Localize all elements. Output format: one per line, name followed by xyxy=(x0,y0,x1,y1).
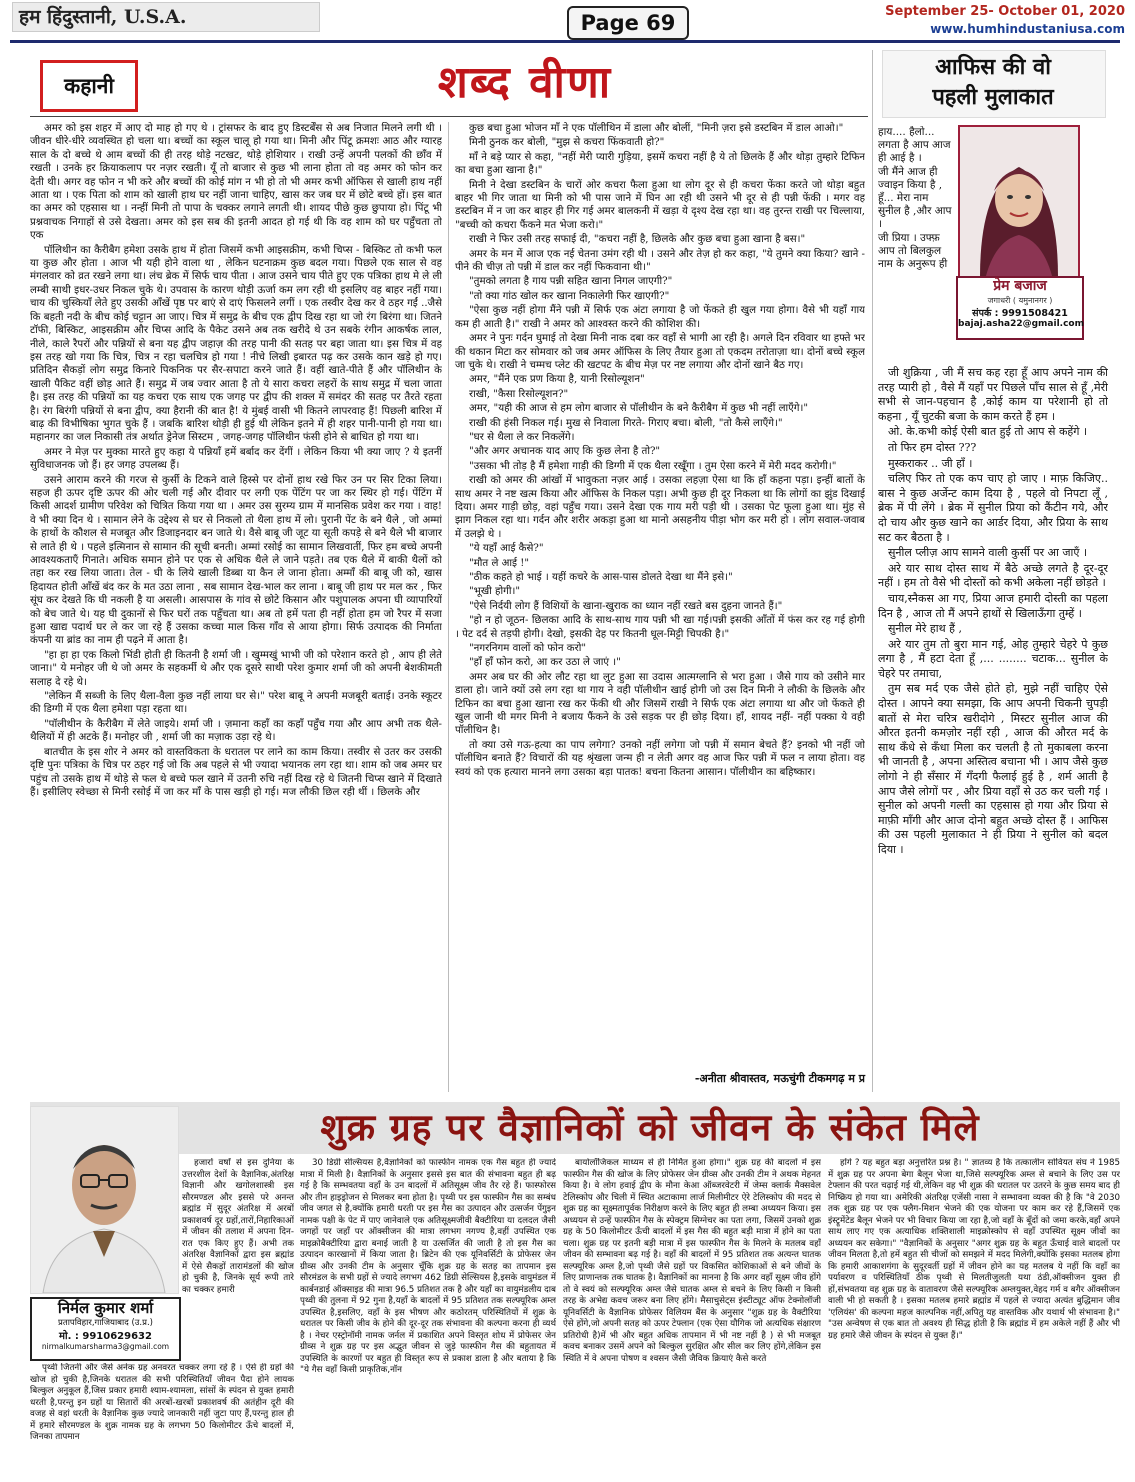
side-title-line: पहली मुलाकात xyxy=(932,84,1054,110)
masthead xyxy=(0,0,1135,40)
story-paragraph: "हा हा हा एक किलो भिंडी होती ही कितनी है शर्मा जी । खुम्मखुं भाभी जी को परेशान करते हो , आप ही लेते जाना।" ये मनोहर जी थे जो अमर के सहकर्मी थे और एक दूसरे साथी परेश कुमार शर्मा जी को अपनी बेशकीमती सलाह दे रहे थे। xyxy=(30,649,442,688)
story-paragraph: "उसका भी तोड़ है मैं हमेशा गाड़ी की डिग्गी में एक थैला रखूँगा । तुम ऐसा करने में मेरी मदद करोगी।" xyxy=(469,460,837,472)
side-paragraph: ओ. के.कभी कोई ऐसी बात हुई तो आप से कहेंगे । xyxy=(888,425,1088,439)
side-paragraph: सुनील प्लीज़ आप सामने वाली कुर्सी पर आ जाएँ । xyxy=(888,546,1088,560)
story-paragraph: माँ ने बड़े प्यार से कहा, "नहीं मेरी प्यारी गुड़िया, इसमें कचरा नहीं है ये तो छिलके हैं और थोड़ा तुम्हारे टिफिन का बचा हुआ खाना है।" xyxy=(455,151,865,177)
story-paragraph: "ऐसा कुछ नहीं होगा मैंने पन्नी में सिर्फ एक अंटा लगाया है जो फेंकते ही खुल गया होगा। वैसे भी यहाँ गाय कम ही आती है।" राखी ने अमर को आश्वस्त करने की कोशिश की। xyxy=(455,305,865,330)
story-paragraph: "हो न हो जूठन- छिलका आदि के साथ-साथ गाय पन्नी भी खा गई।पन्नी इसकी आँतों में फंस कर रह गई होगी । पेट दर्द से तड़पी होगी। देखो, इसकी देह पर कितनी धूल-मिट्टी चिपकी है।" xyxy=(455,615,865,640)
story-paragraph: अमर को इस शहर में आए दो माह हो गए थे । ट्रांसफर के बाद हुए डिस्टर्बेंस से अब निजात मिलने लगी थी । जीवन धीरे-धीरे व्यवस्थित हो चला था। बच्चों का स्कूल चालू हो गया था। मिनी और पिंटू क्रमशः आठ और ग्यारह साल के दो बच्चे थे आम बच्चों की ही तरह थोड़े नटखट, थोड़े होशियार । राखी उन्हें अपनी पलकों की छाँव में रखती । उनके हर क्रियाकलाप पर नज़र रखती। यूँ तो बाजार से कुछ भी लाना होता तो वह अमर को फोन कर देती थी। अगर वह फोन न भी करे और बच्चों की कोई मांग न भी हो तो भी अमर कभी ऑफिस से खाली हाथ नहीं आता था । एक पिता को शाम को खाली हाथ घर नहीं जाना चाहिए, खास कर जब घर में छोटे बच्चे हों। इस बात का अमर को एहसास था । नन्हीं मिनी तो पापा के चक्कर लगाने लगती थी। शायद पीछे कुछ छुपाया हो। पिंटू भी प्रश्नवाचक निगाहों से उसे देखता। अमर को इस सब की इतनी आदत हो गई थी कि वह शाम को घर पहुँचता तो एक xyxy=(30,123,442,242)
side-paragraph: तो फिर हम दोस्त ??? xyxy=(888,440,977,454)
story-paragraph: "हाँ हाँ फोन करो, आ कर उठा ले जाएं ।" xyxy=(469,657,621,669)
story-paragraph: "तुमको लगता है गाय पन्नी सहित खाना निगल जाएगी?" xyxy=(469,276,673,288)
story-paragraph: राखी ने फिर उसी तरह सफाई दी, "कचरा नहीं है, छिलके और कुछ बचा हुआ खाना है बस।" xyxy=(469,234,806,246)
story-paragraph: "घर से थैला ले कर निकलेंगे। xyxy=(469,431,575,443)
side-paragraph: अरे यार साथ दोस्त साथ में बैठे अच्छे लगते है दूर-दूर नहीं । हम तो वैसे भी दोस्तों को कभी अकेला नहीं छोड़ते । xyxy=(878,561,1108,590)
science-paragraph: हजारों वर्षों से इस दुनिया के उत्तरशील देशों के वैज्ञानिक,अंतरिक्ष विज्ञानी और खगोलशास्त्री इस सौरमण्डल और इससे परे अनन्त ब्रह्मांड में सुदूर अंतरिक्ष में अरबों प्रकाशवर्ष दूर ग्रहों,तारों,निहारिकाओं में जीवन की तलाश में अपना दिन-रात एक किए हुए हैं। अभी तक अंतरिक्ष वैज्ञानिकों द्वारा इस ब्रह्मांड में ऐसे सैकड़ों तारामंडलों की खोज हो चुकी है, जिनके सूर्य रूपी तारे का चक्कर हमारी xyxy=(182,1158,294,1295)
science-author-photo xyxy=(30,1106,179,1294)
story-paragraph: "ऐसे निर्दयी लोग हैं विशियों के खाना-खुराक का ध्यान नहीं रखते बस दुहना जानते हैं।" xyxy=(469,600,783,612)
side-intro-text xyxy=(878,126,954,366)
website-link[interactable]: www.humhindustaniusa.com xyxy=(930,22,1125,36)
issue-date: September 25- October 01, 2020 xyxy=(885,4,1125,19)
side-paragraph: हूँ... मेरा नाम सुनील है ,और आप । xyxy=(878,192,952,231)
story-paragraph: "नगरनिगम वालों को फोन करो" xyxy=(469,643,587,655)
science-author-card xyxy=(30,1297,181,1361)
story-paragraph: "ठीक कहते हो भाई । यहीं कचरे के आस-पास डोलते देखा था मैंने इसे।" xyxy=(469,572,733,583)
science-column-3 xyxy=(563,1158,821,1478)
author-email[interactable]: bajaj.asha22@gmail.com xyxy=(958,319,1084,329)
story-paragraph: "पॉलीथीन के कैरीबैग में लेते जाइये। शर्मा जी । ज़माना कहाँ का कहाँ पहुँच गया और आप अभी तक थैले-थैलियों में ही अटके हैं। मनोहर जी , शर्मा जी का मज़ाक उड़ा रहे थे। xyxy=(30,718,442,744)
story-paragraph: राखी को अमर की आंखों में भावुकता नज़र आई । उसका लहज़ा ऐसा था कि हाँ कहना पड़ा। इन्हीं बातों के साथ अमर ने नष्ट खत्म किया और ऑफिस के निकल पड़ा। अभी कुछ ही दूर निकला था कि लोगों का झुंड दिखाई दिया। अमर गाड़ी छोड़, वहां पहुँच गया। उसने देखा एक गाय मरी पड़ी थी । उसका पेट फूला हुआ था। मुंह से झाग निकल रहा था। गर्दन और शरीर अकड़ा हुआ था मानो असहनीय पीड़ा भोग कर मरी हो । लोग सवाल-जवाब में उलझे थे । xyxy=(455,475,865,540)
story-paragraph: राखी की हंसी निकल गई। मुख से निवाला गिरते- गिराए बचा। बोली, "तो कैसे लाएँगे।" xyxy=(469,417,783,429)
science-column-1-intro xyxy=(182,1158,294,1363)
side-title-line: आफिस की वो xyxy=(935,54,1051,80)
side-paragraph: जी मैंने आज ही ज्वाइन किया है , xyxy=(878,165,943,191)
story-paragraph: बातचीत के इस शोर ने अमर को वास्तविकता के धरातल पर लाने का काम किया। तस्वीर से उतर कर उसकी दृष्टि पुनः पत्रिका के चित्र पर ठहर गई जो कि अब पहले से भी ज्यादा भयानक लग रहा था। शाम को जब अमर घर पहुंच तो उसके हाथ में थोड़े से फल थे बच्चे फल खाने में उतनी रुचि नहीं दिख रहे थे जितनी चिप्स खाने में दिखाते हैं। इसीलिए स्वेच्छा से मिनी रसोई में जा कर माँ के पास खड़ी हो गई। मज लौकी छिल रही थीं । छिलके और xyxy=(30,746,442,798)
publication-name: हम हिंदुस्तानी, U.S.A. xyxy=(12,2,320,32)
story-paragraph: पॉलिथीन का कैरीबैग हमेशा उसके हाथ में होता जिसमें कभी आइसक्रीम, कभी चिप्स - बिस्किट तो कभी फल या कुछ और होता । आज भी यही होने वाला था , लेकिन घटनाक्रम कुछ बदल गया। पिछले एक साल से वह मंगलवार को व्रत रखने लगा था। लंच ब्रेक में सिर्फ चाय पीता । आज उसने चाय पीते हुए एक पत्रिका हाथ मे ले ली लम्बी साथी इधर-उधर निकल चुके थे। उपवास के कारण थोड़ी ऊर्जा कम लग रही थी इसलिए वह बाहर नहीं गया। चाय की चुस्कियाँ लेते हुए उसकी आँखें पृष्ठ पर बाएं से दाएं फिसलने लगीं । एक तस्वीर देख कर वे ठहर गईं ..जैसे कि बहती नदी के बीच कोई चट्टान आ जाए। चित्र में समुद्र के बीच एक द्वीप दिख रहा था जो रंग बिरंगा था। जितने टॉफी, बिस्किट, आइसक्रीम और चिप्स आदि के पैकेट उसने अब तक खरीदे थे उन सबके रंगीन आकर्षक लाल, नीले, काले रैपरों और पन्नियों से बना यह द्वीप जहाज़ की तरह पानी की सतह पर बहा जाता था। इस चित्र में वह इस तरह खो गया कि चित्र, चित्र न रहा चलचित्र हो गया ! नीचे लिखी इबारत पढ़ कर उसके कान खड़े हो गए। प्रतिदिन सैकड़ों लोग समुद्र किनारे पिकनिक पर सैर-सपाटा करने जाते हैं। वहीं खाते-पीते हैं और पॉलिथीन के खाली पैकिट वहीं छोड़ आते हैं। समुद्र में जब ज्वार आता है तो ये सारा कचरा लहरों के साथ समुद्र में चला जाता है। इस तरह की पन्नियों का यह कचरा एक साथ एक जगह पर द्वीप की शक्ल में समंदर की सतह पर तैरते रहता है। रंग बिरंगी पन्नियों से बना द्वीप, क्या हैरानी की बात है! ये मुंबई वासी भी कितने लापरवाह हैं! पिछली बारिश में बाढ़ की विभीषिका भुगत चुके हैं । जबकि बारिश थोड़ी ही हुई थी लेकिन इतने में ही शहर पानी-पानी हो गया था। महानगर का जल निकासी तंत्र अर्थात ड्रेनेज सिस्टम , जगह-जगह पॉलिथीन फंसी होने से बाधित हो गया था। xyxy=(30,244,442,444)
story-paragraph: मिनी ने देखा डस्टबिन के चारों ओर कचरा फैला हुआ था लोग दूर से ही कचरा फेंका करते जो थोड़ा बहुत बाहर भी गिर जाता था मिनी को भी पास जाने में घिन आ रही थी उसने भी दूर से ही पन्नी फेंकी । मगर वह डस्टबिन में न जा कर बाहर ही गिर गई अमर बालकनी में खड़ा ये दृश्य देख रहा था। वह तुरन्त राखी पर चिल्लाया, "बच्ची को कचरा फैंकने मत भेजा करो।" xyxy=(455,179,865,231)
story-column-1 xyxy=(30,122,442,1082)
side-paragraph: मुस्कराकर .. जी हाँ । xyxy=(888,456,973,470)
author-card xyxy=(956,276,1084,340)
story-paragraph: मिनी ठुनक कर बोली, "मुझ से कचरा फिंकवाती हो?" xyxy=(469,137,665,149)
side-story-body xyxy=(878,366,1108,1091)
story-paragraph: "लेकिन मैं सब्जी के लिए थैला-वैला कुछ नहीं लाया घर से।" परेश बाबू ने अपनी मजबूरी बताई। उनके स्कूटर की डिग्गी में एक थैला हमेशा पड़ा रहता था। xyxy=(30,691,442,716)
science-headline: शुक्र ग्रह पर वैज्ञानिकों को जीवन के संकेत मिले xyxy=(320,1106,980,1149)
author-place: प्रतापविहार,गाजियाबाद (उ.प्र.) xyxy=(58,1318,153,1328)
story-byline: -अनीता श्रीवास्तव, मऊचुंगी टीकमगढ़ म प्र xyxy=(694,1072,865,1085)
story-paragraph: "तो क्या गांठ खोल कर खाना निकालेगी फिर खाएगी?" xyxy=(469,290,670,302)
side-paragraph: सुनील मेरे हाथ हैं , xyxy=(888,622,962,636)
author-mobile: मो. : 9910629632 xyxy=(59,1331,152,1342)
story-paragraph: राखी, "कैसा रिसोल्यूशन?" xyxy=(469,388,569,400)
story-paragraph: अमर, "यही की आज से हम लोग बाजार से पॉलीथीन के बने कैरीबैग में कुछ भी नहीं लाएँगे।" xyxy=(469,403,809,415)
side-paragraph: जी प्रिया । उफ्फ़ आप तो बिलकुल नाम के अनुरूप ही xyxy=(878,231,948,271)
side-paragraph: तुम सब मर्द एक जैसे होते हो, मुझे नहीं चाहिए ऐसे दोस्त । आपने क्या समझा, कि आप अपनी चिकनी चुपड़ी बातों से मेरा चरित्र खरीदोगे , मिस्टर सुनील आज की औरत इतनी कमज़ोर नहीं रही , आज की औरत मर्द के साथ कँधे से कँधा मिला कर चलती है तो मुकाबला करना भी जानती है , अपना अस्तित्व बचाना भी । आप जैसे कुछ लोगो ने ही सँसार में गँदगी फैलाई हुई है , शर्म आती है आप जैसे लोगों पर , और प्रिया वहाँ से उठ कर चली गई । सुनील को अपनी गल्ती का एहसास हो गया और प्रिया से माफ़ी माँगी और आज दोनो बहुत अच्छे दोस्त हैं । आफिस की उस पहली मुलाकात ने ही प्रिया ने सुनील को बदल दिया । xyxy=(878,682,1108,856)
section-label: कहानी xyxy=(40,60,138,112)
author-phone: संपर्क : 9991508421 xyxy=(972,308,1068,319)
author-name: निर्मल कुमार शर्मा xyxy=(57,1299,154,1317)
side-paragraph: हाय.... हैलो... लगता है आप आज ही आई है । xyxy=(878,126,951,165)
author-portrait-icon xyxy=(31,1107,178,1293)
story-paragraph: कुछ बचा हुआ भोजन माँ ने एक पॉलीथिन में डाला और बोलीं, "मिनी ज़रा इसे डस्टबिन में डाल आओ।" xyxy=(469,123,844,134)
story-paragraph: "भूखी होगी।" xyxy=(469,586,521,598)
story-paragraph: तो क्या उसे गऊ-हत्या का पाप लगेगा? उनको नहीं लगेगा जो पन्नी में समान बेचते हैं? इनको भी नहीं जो पॉलीथिन बनाते हैं? विचारों की यह श्रृंखला जन्म ही न लेती अगर वह आज फिर पन्नी में फल न लाया होता। वह स्वयं को एक हत्यारा मानने लगा उसका बड़ा पातक! बचना कितना आसान। पॉलीथीन का बहिष्कार। xyxy=(455,739,865,778)
author-portrait-icon xyxy=(960,127,1078,295)
side-paragraph: चलिए फिर तो एक कप चाए हो जाए । माफ़ किजिए.. बास ने कुछ अर्जेन्ट काम दिया है , पहले वो निपटा लूँ , ब्रेक में पी लेंगे । ब्रेक में सुनील प्रिया को कैंटीन गये, और दो चाय और कुछ खाने का आर्डर दिया, और प्रिया के साथ सट कर बैठता है । xyxy=(878,472,1108,544)
author-place: जगाधरी ( यमुनानगर ) xyxy=(987,296,1053,305)
story-paragraph: "ये यहाँ आई कैसे?" xyxy=(469,543,544,555)
author-name: प्रेम बजाज xyxy=(993,278,1047,294)
column-rule xyxy=(448,122,449,1092)
science-paragraph: 30 डिग्री सेल्सियस है,वैज्ञानिकों को फास्फीन नामक एक गैस बहुत ही ज्यादे मात्रा में मिली है। वैज्ञानिकों के अनुसार इससे इस बात की संभावना बहुत ही बढ़ गई है कि सम्भवतया वहाँ के उन बादलों में अतिसूक्ष्म जीव तैर रहे हैं। फास्फोरस और तीन हाइड्रोजन से मिलकर बना होता है। पृथ्वी पर इस फास्फीन गैस का सम्बंध जीव जगत से है,क्योंकि हमारी धरती पर इस गैस का उत्पादन और उत्सर्जन पेंगुइन नामक पक्षी के पेट में पाए जानेवाले एक अतिसूक्ष्मजीवी बैक्टीरिया या दलदल जैसी जगहों पर जहाँ पर ऑक्सीजन की मात्रा लगभग नगण्य है,वहीं उपस्थित एक माइक्रोबैक्टीरिया द्वारा बनाई जाती है या उत्सर्जित की जाती है तो इस गैस का उत्पादन कारखानों में किया जाता है। ब्रिटेन की एक यूनिवर्सिटी के प्रोफेसर जेन ग्रीव्स और उनकी टीम के अनुसार चूँकि शुक्र ग्रह के सतह का तापमान इस सौरमंडल के सभी ग्रहों से ज्यादे लगभग 462 डिग्री सेल्सियस है,इसके वायुमंडल में कार्बनडाई ऑक्साइड की मात्रा 96.5 प्रतिशत तक है और यहाँ का वायुमंडलीय दाब पृथ्वी की तुलना में 92 गुना है,यहाँ के बादलों में 95 प्रतिशत तक सल्फ्यूरिक अम्ल उपस्थित है,इसलिए, वहाँ के इस भीषण और कठोरतम् परिस्थितियों में शुक्र के धरातल पर किसी जीव के होने की दूर-दूर तक संभावना की कल्पना करना ही व्यर्थ है । नेचर एस्ट्रोनॉमी नामक जर्नल में प्रकाशित अपने विस्तृत शोध में प्रोफेसर जेन ग्रीव्स ने शुक्र ग्रह पर इस अद्भुत जीवन से जुड़े फास्फीन गैस की बहुतायत में उपस्थिति के कारणों पर बहुत ही विस्तृत रूप से प्रकाश डाला है और बताया है कि "ये गैस वहाँ किसी प्राकृतिक,नॉन xyxy=(300,1158,556,1375)
title-divider xyxy=(30,116,868,117)
science-column-2 xyxy=(300,1158,556,1478)
story-paragraph: अमर, "मैंने एक प्रण किया है, यानी रिसोल्यूशन" xyxy=(469,374,645,386)
story-paragraph: अमर ने मेज़ पर मुक्का मारते हुए कहा ये पन्नियाँ हमें बर्बाद कर देंगीं । लेकिन किया भी क्या जाए ? ये इतनीं सुविधाजनक जो हैं। हर जगह उपलब्ध हैं। xyxy=(30,446,442,472)
science-paragraph: होंगे ? यह बहुत बड़ा अनुत्तरित प्रश्न है। " ज्ञातव्य है कि तत्कालीन सोवियत संघ ने 1985 में शुक्र ग्रह पर अपना बेगा बैलून भेजा था,जिसे सल्फ्यूरिक अम्ल से बचाने के लिए उस पर टेफ्लान की परत चढ़ाई गई थी,लेकिन वह भी शुक्र की धरातल पर उतरने के कुछ समय बाद ही निष्क्रिय हो गया था। अमेरिकी अंतरिक्ष एजेंसी नासा ने सम्भावना व्यक्त की है कि "वे 2030 तक शुक्र ग्रह पर एक फ्लैग-मिशन भेजने की एक योजना पर काम कर रहे हैं,जिसमें एक इंस्ट्रूमेंटेड बैलून भेजने पर भी विचार किया जा रहा है,जो वहाँ के बूँदों को जमा करके,वहाँ अपने साथ लाए गए एक अत्याधिक शक्तिशाली माइक्रोस्कोप से वहाँ उपस्थित सूक्ष्म जीवों का अध्ययन कर सकेगा।" "वैज्ञानिकों के अनुसार "अगर शुक्र ग्रह के बहुत ऊँचाई वाले बादलों पर जीवन मिलता है,तो हमें बहुत सी चीजों को समझने में मदद मिलेगी,क्योंकि इसका मतलब होगा कि हमारी आकाशगंगा के सुदूरवर्ती ग्रहों में जीवन होने का यह मतलब ये नहीं कि वहाँ का पर्यावरण व परिस्थितियाँ ठीक पृथ्वी से मिलतीजुलती यथा ठंडी,ऑक्सीजन युक्त ही हों,संभवतया वह शुक्र ग्रह के वातावरण जैसे सल्फ्यूरिक अम्लयुक्त,वेहद गर्म व बगैर ऑक्सीजन वाली भी हो सकती है । इसका मतलब हमारे ब्रह्मांड में पहले से ज्यादा अत्यंत बुद्धिमान जीव 'एलियंस' की कल्पना महज काल्पनिक नहीं,अपितु यह वास्तविक और यथार्थ भी संभावना है।" "उस अन्वेषण से एक बात तो अवश्य ही सिद्ध होती है कि ब्रह्मांड में हम अकेले नहीं हैं और भी ग्रह हमारे जैसे जीवन के स्पंदन से युक्त हैं।" xyxy=(828,1158,1120,1341)
side-paragraph: जी शुक्रिया , जी मैं सच कह रहा हूँ आप अपने नाम की तरह प्यारी हो , वैसे मैं यहाँ पर पिछले पाँच साल से हूँ ,मेरी सभी से जान-पहचान है ,कोई काम या परेशानी हो तो कहना , यूँ चुटकी बजा के काम करते हैं हम । xyxy=(878,366,1108,423)
side-story-title xyxy=(882,52,1104,112)
science-column-1 xyxy=(30,1363,294,1478)
story-paragraph: अमर के मन में आज एक नई चेतना उमंग रही थी । उसने और तेज़ हो कर कहा, "ये तुमने क्या किया? खाने - पीने की चीज़ तो पन्नी में डाल कर नहीं फिकवाना थी।" xyxy=(455,248,865,274)
story-paragraph: उसने आराम करने की गरज से कुर्सी के टिकने वाले हिस्से पर दोनों हाथ रखे फिर उन पर सिर टिका लिया। सहज ही ऊपर दृष्टि ऊपर की ओर चली गई और दीवार पर लगी एक पेंटिंग पर जा कर स्थिर हो गई। पेंटिंग में किसी आदर्श ग्रामीण परिवेश को चित्रित किया गया था । अमर उस सुरम्य ग्राम में मानसिक प्रवेश कर गया । वाह! वे भी क्या दिन थे । सामान लेने के उद्देश्य से घर से निकलो तो थैला हाथ में लो। पुरानी पेंट के बने थैले , जो अम्मां के हाथों के कौशल से मजबूत और डिजाइनदार बन जाते थे। वैसे बाबू जी जूट या सूती कपड़े से बने थैले भी बाजार से लाते ही थे । पहले इत्मिनान से सामान की सूची बनती। अम्मां रसोई का सामान लिखवातीं, फिर हम बच्चे अपनी आवश्यकताएँ गिनाते। अधिक समान होने पर एक से अधिक थैले ले जाने पड़ते। तब एक थैले में बाकी थैलों को तहा कर रख लिया जाता। तेल - घी के लिये खाली डिब्बा या कैन ले जाना होता। अम्माँ की बाबू जी को, खास हिदायत होती आँखें बंद कर के मत उठा लाना , सब सामान देख-भाल कर लाना । बाबू जी हाथ पर मल कर , फिर सूंघ कर देखते कि घी नकली है या असली। आसपास के गांव से छोटे किसान और पशुपालक अपना घी व्यापारियों को बेच जाते थे। यह घी दुकानों से फिर घरों तक पहुँचता था। अब तो हमें पता ही नहीं होता हम जो रैपर में सजा हुआ खाद्य पदार्थ घर ले कर जा रहे हैं उसका कच्चा माल किस गाँव से आया होगा। सिर्फ उत्पादक की निर्माता कंपनी या ब्रांड का नाम ही पढ़ने में आता है। xyxy=(30,474,442,647)
story-column-2 xyxy=(455,122,865,1082)
page-number: Page 69 xyxy=(567,6,689,40)
science-paragraph: पृथ्वी जितनी और जैसे अनेक ग्रह अनवरत चक्कर लगा रहे हैं । ऐसे ही ग्रहों की खोज हो चुकी है,जिनके धरातल की सभी परिस्थितियाँ जीवन पैदा होने लायक बिल्कुल अनुकूल हैं,जिस प्रकार हमारी श्याम-श्यामला, सांसों के स्पंदन से युक्त हमारी धरती है,परन्तु इन ग्रहों या सितारों की अरबों-खरबों प्रकाशवर्ष की अतंहीन दूरी की वजह से वहां धरती के वैज्ञानिक कुछ ज्यादे जानकारी नहीं जुटा पाए हैं,परन्तु हाल ही में हमारे सौरमण्डल के शुक्र नामक ग्रह के लगभग 50 किलोमीटर ऊँचे बादलों में, जिनका तापमान xyxy=(30,1363,294,1442)
side-paragraph: चाय,स्नैकस आ गए, प्रिया आज हमारी दोस्ती का पहला दिन है , आज तो मैं अपने हाथों से खिलाऊँगा तुम्हें । xyxy=(878,591,1108,620)
story-title: शब्द वीणा xyxy=(437,57,613,108)
science-column-4 xyxy=(828,1158,1120,1478)
story-paragraph: अमर ने पुनः गर्दन घुमाई तो देखा मिनी नाक दबा कर वहाँ से भागी आ रही है। अगले दिन रविवार था हफ्ते भर की थकान मिटा कर सोमवार को जब अमर ऑफिस के लिए तैयार हुआ तो एकदम तरोताज़ा था। दोनों बच्चे स्कूल जा चुके थे। राखी ने चम्मच प्लेट की खटपट के बीच मेज़ पर नष्ट लगाया और दोनों खाने बैठ गए। xyxy=(455,333,865,371)
story-paragraph: "और अगर अचानक याद आए कि कुछ लेना है तो?" xyxy=(469,446,661,458)
column-rule xyxy=(872,50,873,1092)
header-divider xyxy=(10,40,1120,43)
story-paragraph: अमर अब घर की ओर लौट रहा था लुट हुआ सा उदास आत्मग्लानि से भरा हुआ । जैसे गाय को उसीने मार डाला हो। जाने क्यों उसे लग रहा था गाय ने वही पॉलीथीन खाई होगी जो उस दिन मिनी ने लौकी के छिलके और टिफिन का बचा हुआ खाना रख कर फेंकी थी और जिसमें राखी ने सिर्फ एक अंटा लगाया था और जो फेंकते ही खुल जानी थी मगर मिनी ने बजाय फैंकने के उसे सड़क पर ही छोड़ दिया। हाँ, शायद नहीं- नहीं पक्का ये वही पॉलीथिन है। xyxy=(455,671,865,737)
story-paragraph: "मौत ले आई !" xyxy=(469,557,530,569)
side-paragraph: अरे यार तुम तो बुरा मान गई, ओह तुम्हारे चेहरे पे कुछ लगा है , मैं हटा देता हूँ ,... ........ चटाक... सुनील के चेहरे पर तमाचा, xyxy=(878,637,1108,680)
science-paragraph: बायोलॉजिकल माध्यम से ही निर्मित हुआ होगा।" शुक्र ग्रह की बादलों में इस फास्फीन गैस की खोज के लिए प्रोफेसर जेन ग्रीव्स और उनकी टीम ने अथक मेहनत किया है। वे लोग हवाई द्वीप के मौना केआ ऑब्जरवेटरी में जेम्स क्लार्क मैक्सवेल टेलिस्कोप और चिली में स्थित अटाकामा लार्ज मिलीमीटर ऐरे टेलिस्कोप की मदद से शुक्र ग्रह का सूक्ष्मतापूर्वक निरीक्षण करने के लिए बहुत ही लम्बा अध्ययन किया। इस अध्ययन से उन्हें फास्फीन गैस के स्पेक्ट्रम सिग्नेचर का पता लगा, जिसमें उनको शुक्र ग्रह के 50 किलोमीटर ऊँची बादलों में इस गैस की बहुत बड़ी मात्रा में होने का पता चला। शुक्र ग्रह पर इतनी बड़ी मात्रा में इस फास्फीन गैस के मिलने के मतलब वहाँ जीवन की सम्भावना बढ़ गई है। वहाँ की बादलों में 95 प्रतिशत तक अत्यन्त घातक सल्फ्यूरिक अम्ल है,जो पृथ्वी जैसे ग्रहों पर विकसित कोशिकाओं से बने जीवों के लिए प्राणान्तक तक घातक है। वैज्ञानिकों का मानना है कि अगर वहाँ सूक्ष्म जीव होंगे तो वे स्वयं को सल्फ्यूरिक अम्ल जैसे घातक अम्ल से बचने के लिए किसी न किसी तरह के अभेद्य कवच जरूर बना लिए होंगे। मैसाचुसेट्स इंस्टीट्यूट ऑफ टेक्नोलॉजी यूनिवर्सिटी के वैज्ञानिक प्रोफेसर विलियम बैंस के अनुसार "शुक्र ग्रह के वैक्टीरिया ऐसे होंगे,जो अपनी सतह को ऊपर टेफ्लान (एक ऐसा यौगिक जो अत्यधिक संक्षारण प्रतिरोधी है)में भी और बहुत अधिक तापमान में भी नष्ट नहीं है ) से भी मजबूत कवच बनाकर उसमें अपने को बिल्कुल सुरक्षित और सील कर लिए होंगे,लेकिन इस स्थिति में वे अपना पोषण व श्वसन जैसी जैविक क्रियाएं कैसे करते xyxy=(563,1158,821,1364)
author-email[interactable]: nirmalkumarsharma3@gmail.com xyxy=(41,1342,170,1351)
author-photo xyxy=(958,125,1080,297)
